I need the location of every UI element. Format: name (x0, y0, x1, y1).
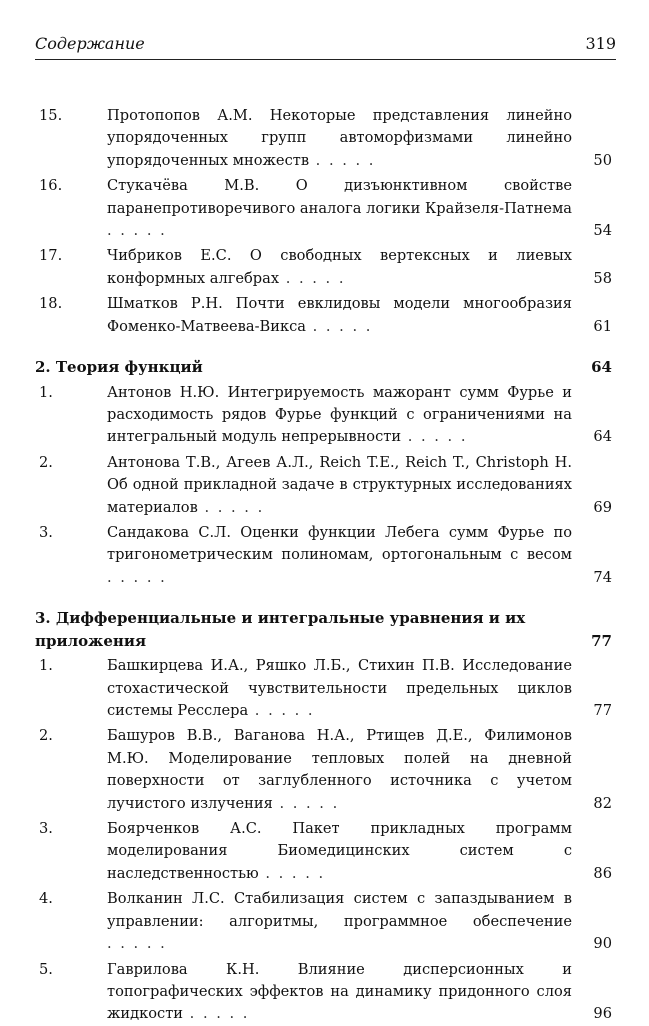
entry-title: Сандакова С.Л. Оценки функции Лебега сумм Фурье по тригонометрическим полиномам, ортогональным с весом (107, 524, 572, 564)
entry-list-continued (35, 105, 616, 338)
entry-text (107, 452, 572, 519)
entry-page: 58 (593, 269, 612, 287)
entry-number: 3. (39, 524, 53, 541)
toc-entry (35, 452, 616, 519)
leader-dots: . . . . . (107, 935, 167, 953)
entry-title: Антонов Н.Ю. Интегрируемость мажорант сумм Фурье и расходимость рядов Фурье функций с ограничениями на интегральный модуль непрерывности (107, 383, 572, 446)
leader-dots: . . . . . (279, 269, 346, 287)
entry-page: 86 (593, 864, 612, 882)
entry-number: 3. (39, 820, 53, 838)
header-rule (35, 59, 616, 60)
entry-number: 1. (39, 657, 53, 675)
entry-title: Шматков Р.Н. Почти евклидовы модели многообразия Фоменко-Матвеева-Викса (107, 295, 572, 335)
table-of-contents (35, 102, 616, 1026)
entry-number: 5. (39, 960, 53, 978)
entry-number: 15. (39, 107, 63, 124)
running-head (35, 34, 616, 58)
page-number: 319 (585, 34, 616, 53)
leader-dots: . . . . . (107, 568, 167, 586)
section-page: 64 (591, 358, 612, 377)
leader-dots: . . . . . (272, 794, 340, 812)
entry-number: 17. (39, 247, 63, 265)
leader-dots: . . . . . (258, 864, 326, 882)
entry-page: 50 (593, 151, 612, 169)
entry-text (107, 725, 572, 815)
entry-page: 61 (593, 317, 612, 335)
entry-page: 96 (593, 1005, 612, 1023)
toc-entry (35, 382, 616, 449)
toc-entry (35, 245, 616, 290)
entry-text (107, 382, 572, 449)
entry-title: Стукачёва М.В. О дизъюнктивном свойстве паранепротиворечивого аналога логики Крайзеля-Патнема (107, 177, 572, 217)
leader-dots: . . . . . (183, 1005, 250, 1023)
entry-title: Протопопов А.М. Некоторые представления линейно упорядоченных групп автоморфизмами линейно упорядоченных множеств (107, 107, 572, 169)
running-head-title: Содержание (35, 34, 145, 53)
toc-entry (35, 959, 616, 1026)
entry-text (107, 655, 572, 722)
entry-title: Башуров В.В., Ваганова Н.А., Ртищев Д.Е., Филимонов М.Ю. Моделирование тепловых полей на дневной поверхности от заглубленного источника с учетом лучистого излучения (107, 727, 572, 812)
entry-number: 18. (39, 295, 63, 313)
entry-number: 2. (39, 727, 53, 745)
toc-entry (35, 818, 616, 885)
leader-dots: . . . . . (309, 151, 376, 169)
entry-title: Гаврилова К.Н. Влияние дисперсионных и топографических эффектов на динамику придонного слоя жидкости (107, 960, 572, 1023)
section-heading-2 (35, 356, 616, 379)
entry-title: Боярченков А.С. Пакет прикладных программ моделирования Биомедицинских систем с наследственностью (107, 820, 572, 882)
entry-text (107, 105, 572, 172)
entry-page: 54 (593, 222, 612, 240)
toc-entry (35, 105, 616, 172)
entry-title: Волканин Л.С. Стабилизация систем с запаздыванием в управлении: алгоритмы, программное обеспечение (107, 890, 572, 930)
entry-page: 77 (593, 702, 612, 720)
entry-text (107, 245, 572, 290)
leader-dots: . . . . . (248, 702, 315, 720)
section-title: 2. Теория функций (35, 358, 203, 377)
entry-number: 16. (39, 177, 63, 195)
entry-title: Чибриков Е.С. О свободных вертексных и лиевых конформных алгебрах (107, 247, 572, 287)
entry-page: 74 (593, 568, 612, 586)
toc-entry (35, 725, 616, 815)
entry-page: 82 (593, 794, 612, 812)
section-title: 3. Дифференциальные и интегральные уравнения и их приложения (35, 609, 526, 650)
entry-number: 1. (39, 383, 53, 401)
entry-title: Башкирцева И.А., Ряшко Л.Б., Стихин П.В. Исследование стохастической чувствительности предельных циклов системы Ресслера (107, 657, 572, 720)
entry-text (107, 888, 572, 955)
entry-page: 64 (593, 428, 612, 446)
entry-title: Антонова Т.В., Агеев А.Л., Reich T.E., Reich T., Christoph H. Об одной прикладной задаче в структурных исследованиях материалов (107, 453, 572, 516)
toc-entry (35, 655, 616, 722)
entry-text (107, 175, 572, 242)
entry-number: 2. (39, 453, 53, 471)
entry-list-section-2 (35, 382, 616, 590)
section-heading-3 (35, 607, 616, 652)
entry-number: 4. (39, 890, 53, 908)
entry-text (107, 818, 572, 885)
entry-text (107, 293, 572, 338)
toc-entry (35, 293, 616, 338)
leader-dots: . . . . . (305, 317, 373, 335)
leader-dots: . . . . . (107, 222, 167, 240)
leader-dots: . . . . . (401, 428, 468, 446)
toc-entry (35, 522, 616, 589)
entry-page: 90 (593, 935, 612, 953)
entry-list-section-3 (35, 655, 616, 1026)
toc-entry (35, 175, 616, 242)
toc-entry (35, 888, 616, 955)
section-page: 77 (591, 631, 612, 650)
leader-dots: . . . . . (197, 498, 265, 516)
entry-text (107, 959, 572, 1026)
entry-page: 69 (593, 498, 612, 516)
entry-text (107, 522, 572, 589)
